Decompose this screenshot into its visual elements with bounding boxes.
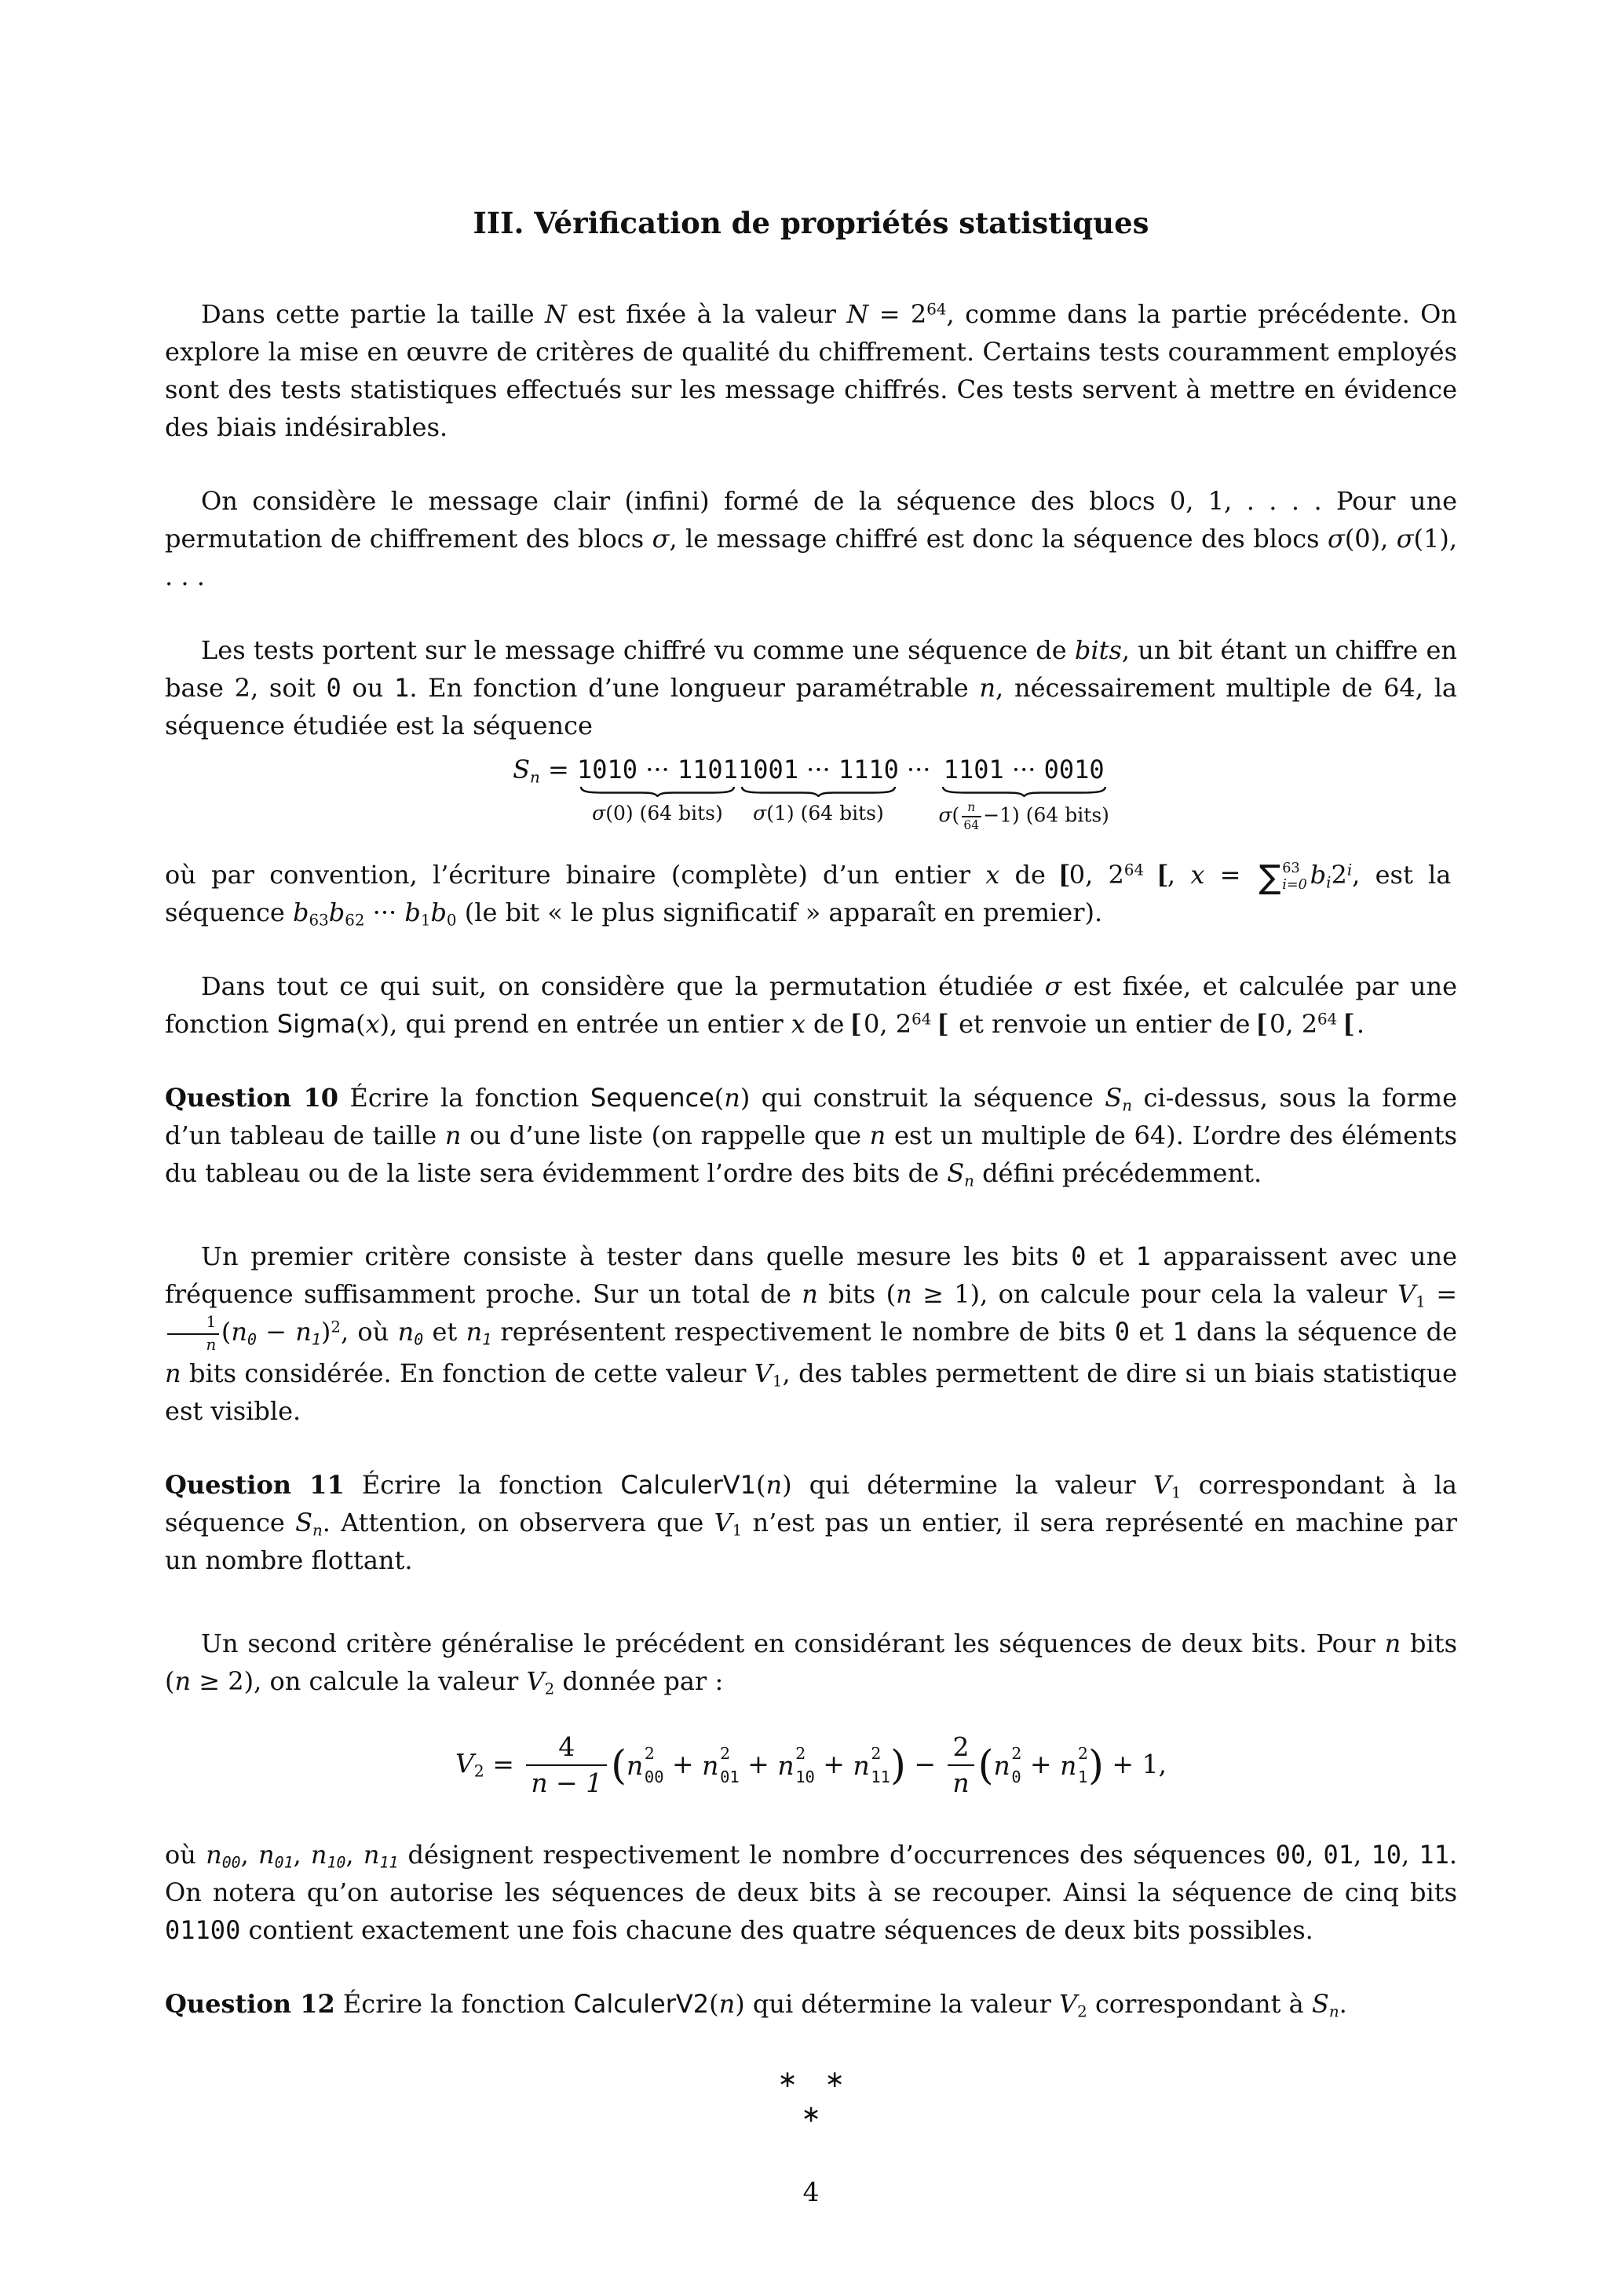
text-segment: 2$^i$	[1331, 860, 1353, 890]
text-segment: où par convention, l’écriture binaire (complète) d’un entier	[165, 860, 986, 890]
separator-row-bottom	[165, 2100, 1457, 2129]
text-segment: . En fonction d’une longueur paramétrable	[409, 673, 980, 703]
text-segment: qui détermine la valeur	[791, 1469, 1153, 1500]
text-segment: 62	[345, 911, 365, 930]
text-segment: Sn	[295, 1507, 323, 1540]
text-segment: 01	[720, 1768, 740, 1787]
text-segment: correspondant à la séquence	[165, 1469, 1458, 1537]
text-segment: Sn	[513, 755, 540, 787]
text-segment: 2	[952, 1731, 970, 1762]
text-segment: Les tests portent sur le message chiffré vu comme une séquence de	[201, 635, 1075, 665]
paragraph-convention-binaire	[165, 856, 1457, 931]
text-segment: 63	[1282, 860, 1300, 876]
question-12	[165, 1985, 1457, 2023]
text-segment: 2	[1077, 2002, 1087, 2021]
text-segment: x	[1190, 860, 1205, 890]
text-segment: n01	[258, 1840, 294, 1872]
text-segment: 1010	[576, 755, 638, 784]
text-segment	[994, 1746, 1022, 1785]
text-segment: 0	[1114, 1317, 1131, 1347]
paragraph-intro	[165, 295, 1457, 446]
question-11	[165, 1466, 1457, 1579]
text-segment	[645, 1746, 664, 1785]
text-segment: donnée par :	[554, 1665, 724, 1696]
text-segment: bi	[1310, 860, 1332, 892]
text-segment: et	[1130, 1317, 1173, 1347]
text-segment: et	[1086, 1241, 1136, 1272]
asterisk-icon: ∗	[777, 2066, 798, 2094]
text-segment: Sequence	[590, 1083, 714, 1113]
text-segment: (le bit « le plus significatif » apparaît en premier).	[456, 898, 1103, 928]
text-segment	[962, 801, 981, 832]
text-segment: n00	[206, 1840, 241, 1872]
text-segment: V1	[1397, 1279, 1426, 1311]
text-segment: n	[979, 673, 996, 703]
underbrace-group-sigma1	[738, 752, 899, 826]
text-segment: 0	[1071, 1241, 1087, 1272]
text-segment: , des tables permettent de dire si un biais statistique est visible.	[165, 1358, 1458, 1426]
text-segment: (	[756, 1469, 766, 1500]
paragraph-fonction-sigma	[165, 967, 1457, 1043]
text-segment: Dans cette partie la taille	[201, 299, 545, 329]
text-segment: n	[1384, 1628, 1401, 1658]
text-segment: 0010	[1043, 755, 1105, 784]
text-segment: 0, $2^{64}$	[1069, 860, 1145, 890]
text-segment: n	[964, 1172, 974, 1190]
text-segment: i=0	[1282, 876, 1307, 893]
text-segment: x	[791, 1009, 806, 1040]
text-segment: 0	[247, 1330, 257, 1349]
text-segment: contient exactement une fois chacune des quatre séquences de deux bits possibles.	[240, 1915, 1313, 1946]
text-segment: qui construit la séquence	[750, 1083, 1105, 1113]
text-segment: (	[221, 1317, 232, 1347]
text-segment: n	[312, 1521, 323, 1540]
text-segment: 10	[327, 1853, 346, 1872]
paragraph-message-clair	[165, 482, 1457, 595]
text-segment: dans la séquence de	[1187, 1317, 1458, 1347]
text-segment	[167, 1314, 219, 1354]
text-segment: CalculerV2	[573, 1989, 710, 2020]
equation-lhs	[513, 752, 577, 787]
text-segment: ···	[1003, 755, 1044, 784]
text-segment: 1	[1416, 1292, 1426, 1311]
text-segment: 2	[473, 1762, 484, 1782]
text-segment: ,	[1353, 1840, 1372, 1870]
text-segment: 1	[394, 673, 410, 703]
text-segment: (1), . . .	[165, 524, 1458, 591]
text-segment	[795, 1746, 815, 1785]
text-segment: ,	[293, 1840, 311, 1870]
text-segment: ,	[1306, 1840, 1324, 1870]
text-segment: =	[539, 755, 577, 784]
text-segment: 11	[379, 1853, 399, 1872]
text-segment: (0),	[1344, 524, 1397, 554]
text-segment: désignent respectivement le nombre d’occurrences des séquences	[398, 1840, 1276, 1870]
text-segment: σ	[1396, 524, 1414, 554]
text-segment	[948, 1764, 974, 1766]
underbrace-label	[938, 801, 1109, 832]
text-segment: )	[735, 1989, 745, 2020]
text-segment: 1101	[943, 755, 1004, 784]
text-segment	[1078, 1746, 1088, 1785]
text-segment: qui détermine la valeur	[744, 1989, 1060, 2020]
text-segment: 00	[1275, 1840, 1306, 1870]
text-segment	[1259, 857, 1307, 897]
text-segment: +	[1021, 1748, 1061, 1779]
text-segment: n − 1	[531, 1768, 603, 1799]
text-segment: n	[802, 1279, 818, 1310]
text-segment: CalculerV1	[620, 1469, 757, 1500]
text-segment: 2	[720, 1744, 731, 1764]
text-segment: de	[999, 860, 1061, 890]
text-segment: est fixée, et calculée par une fonction	[165, 971, 1458, 1040]
text-segment: ou d’une liste (on rappelle que	[461, 1121, 870, 1151]
text-segment: Sn	[947, 1158, 974, 1190]
text-segment: apparaissent avec une fréquence suffisamment proche. Sur un total de	[165, 1241, 1458, 1310]
text-segment: σ	[1044, 971, 1062, 1002]
bits-block	[738, 752, 899, 787]
underbrace-icon	[740, 787, 897, 797]
text-segment: =	[1425, 1279, 1458, 1310]
text-segment: .	[1339, 1989, 1347, 2020]
text-segment	[777, 1746, 815, 1785]
text-segment: 10	[1371, 1840, 1401, 1870]
text-segment: )	[1087, 1742, 1104, 1789]
text-segment: b0	[430, 898, 457, 930]
text-segment: et renvoie un entier de	[950, 1009, 1259, 1040]
text-segment: et	[423, 1317, 466, 1347]
text-segment: σ	[1327, 524, 1345, 554]
text-segment: b62	[328, 898, 365, 930]
text-segment: σ	[753, 802, 767, 824]
text-segment: n	[206, 1336, 217, 1355]
text-segment: n	[1328, 2002, 1339, 2021]
paragraph-tests-bits	[165, 631, 1457, 744]
text-segment: bits (	[165, 1628, 1458, 1696]
text-segment: Sn	[1311, 1989, 1339, 2021]
text-segment: n	[627, 1749, 644, 1781]
text-segment: σ	[592, 802, 606, 824]
text-segment: ou	[341, 673, 395, 703]
text-segment: 0	[1011, 1768, 1021, 1787]
text-segment: σ	[652, 524, 670, 554]
text-segment: n	[869, 1121, 886, 1151]
question-10	[165, 1079, 1457, 1192]
text-segment: −1) (64 bits)	[983, 803, 1109, 827]
text-segment	[962, 816, 981, 817]
text-segment: bits (	[817, 1279, 897, 1310]
text-segment: = $2^{64}$	[868, 299, 947, 329]
text-segment: Écrire la fonction	[338, 1083, 590, 1113]
equation-sequence-sn	[165, 752, 1457, 832]
text-segment: n1	[295, 1317, 321, 1349]
text-segment	[627, 1746, 664, 1785]
text-segment: n’est pas un entier, il sera représenté en machine par un nombre flottant.	[165, 1507, 1458, 1575]
text-segment: n	[896, 1279, 912, 1310]
text-segment: ···	[637, 755, 678, 784]
text-segment: 2	[1077, 1744, 1088, 1764]
paragraph-second-critere	[165, 1625, 1457, 1700]
text-segment: Sn	[1105, 1083, 1132, 1115]
text-segment	[948, 1733, 974, 1799]
text-segment: ≥ 2), on calcule la valeur	[191, 1665, 527, 1696]
text-segment: 1	[420, 911, 431, 930]
text-segment: 00	[644, 1768, 664, 1787]
text-segment: 00	[221, 1853, 241, 1872]
text-segment: .	[1356, 1009, 1365, 1040]
text-segment: 4	[558, 1731, 575, 1762]
text-segment: correspondant à	[1087, 1989, 1312, 2020]
text-segment: ≥ 1), on calcule pour cela la valeur	[911, 1279, 1398, 1310]
text-segment	[167, 1333, 219, 1335]
text-segment: n	[718, 1989, 736, 2020]
text-segment: ∑	[1259, 857, 1281, 897]
text-segment	[526, 1764, 607, 1766]
text-segment: 2	[871, 1744, 882, 1764]
text-segment: n	[174, 1665, 192, 1696]
text-segment: 2	[795, 1744, 806, 1764]
text-segment: défini précédemment.	[974, 1158, 1262, 1189]
text-segment: V1	[1153, 1469, 1182, 1502]
text-segment: ci-dessus, sous la forme d’un tableau de taille	[165, 1083, 1458, 1151]
text-segment: +	[814, 1748, 853, 1779]
text-segment: 63	[309, 911, 329, 930]
text-segment: . Attention, on observera que	[322, 1507, 714, 1537]
text-segment: représentent respectivement le nombre de bits	[491, 1317, 1115, 1347]
text-segment: Dans tout ce qui suit, on considère que la permutation étudiée	[201, 971, 1045, 1002]
equation-v2	[165, 1722, 1457, 1810]
text-segment: 0	[414, 1330, 424, 1349]
text-segment: , est la séquence	[165, 860, 1452, 928]
text-segment: , nécessairement multiple de 64, la séquence étudiée est la séquence	[165, 673, 1457, 740]
text-segment: 64	[911, 1011, 932, 1029]
text-segment: n	[530, 768, 540, 787]
asterisk-icon: ∗	[801, 2100, 821, 2129]
text-segment: i	[1346, 861, 1353, 880]
text-segment: V1	[714, 1507, 743, 1540]
text-segment: 1	[311, 1330, 321, 1349]
text-segment: 64	[926, 300, 947, 319]
text-segment: Question 11	[165, 1469, 345, 1500]
underbrace-icon	[941, 787, 1107, 797]
text-segment: i	[1326, 873, 1332, 892]
text-segment: où	[165, 1840, 206, 1870]
document-page	[165, 0, 1457, 2207]
text-segment: 11	[1419, 1840, 1449, 1870]
text-segment: n0	[397, 1317, 424, 1349]
text-segment: n	[1060, 1749, 1077, 1781]
text-segment: (	[356, 1009, 366, 1040]
underbrace-label	[753, 801, 884, 826]
text-segment: )	[379, 1009, 390, 1040]
text-segment	[853, 1746, 890, 1785]
text-segment: n	[993, 1749, 1010, 1781]
text-segment: Écrire la fonction	[344, 1469, 621, 1500]
text-segment: n0	[231, 1317, 257, 1349]
text-segment: Question 12	[165, 1989, 335, 2020]
text-segment: 10	[795, 1768, 815, 1787]
equation-middle-dots: ···	[906, 755, 931, 784]
text-segment: 1101	[677, 755, 738, 784]
text-segment: +	[663, 1748, 703, 1779]
text-segment: x	[365, 1009, 380, 1040]
page-number: 4	[802, 2177, 820, 2208]
asterisk-separator	[165, 2066, 1457, 2129]
text-segment: 1	[206, 1313, 217, 1332]
text-segment: σ	[938, 803, 952, 827]
text-segment: 11	[871, 1768, 890, 1787]
underbrace-label	[592, 801, 723, 826]
text-segment: 2	[644, 1744, 655, 1764]
section-title: III. Vérification de propriétés statistiques	[473, 206, 1149, 240]
text-segment: )	[782, 1469, 792, 1500]
text-segment: , où	[340, 1317, 398, 1347]
text-segment: n	[765, 1469, 783, 1500]
text-segment	[526, 1733, 607, 1799]
text-segment: Sigma	[276, 1009, 356, 1040]
text-segment: 1	[1172, 1317, 1188, 1347]
text-segment: V2	[1059, 1989, 1087, 2021]
text-segment: 0	[326, 673, 342, 703]
text-segment	[1060, 1746, 1088, 1785]
text-segment: n	[444, 1121, 462, 1151]
text-segment: (	[952, 803, 960, 827]
separator-row-top	[165, 2068, 1457, 2092]
text-segment: 0, $2^{64}$	[1269, 1009, 1338, 1040]
text-segment: V1	[754, 1358, 783, 1391]
text-segment: , comme dans la partie précédente. On explore la mise en œuvre de critères de qualité du chiffrement. Certains tests couramment employés sont des tests statistiques effectués sur les message chiffrés. Ces tests servent à mettre en évidence des biais indésirables.	[165, 299, 1458, 442]
text-segment: est un multiple de 64). L’ordre des éléments du tableau ou de la liste sera évidemment l’ordre des bits de	[165, 1121, 1458, 1189]
text-segment: n	[853, 1749, 870, 1781]
text-segment: n	[724, 1083, 740, 1113]
text-segment: N	[544, 299, 567, 329]
text-segment: Un premier critère consiste à tester dans quelle mesure les bits	[201, 1241, 1072, 1272]
text-segment: +	[739, 1748, 778, 1779]
text-segment	[1144, 860, 1159, 890]
text-segment: V2	[455, 1748, 484, 1782]
text-segment: + 1,	[1103, 1748, 1167, 1779]
text-segment: =	[484, 1748, 523, 1779]
text-segment: −	[905, 1748, 944, 1779]
text-segment: 2	[1011, 1744, 1022, 1764]
text-segment: =	[1204, 860, 1256, 890]
text-segment: 1	[1077, 1768, 1088, 1787]
text-segment: (0) (64 bits)	[605, 802, 723, 824]
text-segment: n	[165, 1358, 181, 1388]
text-segment: 1	[732, 1521, 743, 1540]
text-segment	[720, 1746, 740, 1785]
paragraph-occurrences	[165, 1836, 1457, 1949]
text-segment: 1	[1171, 1483, 1182, 1502]
underbrace-icon	[579, 787, 736, 797]
text-segment: 01	[274, 1853, 294, 1872]
text-segment: 01	[1323, 1840, 1354, 1870]
text-segment: )$^2$	[320, 1317, 341, 1347]
text-segment: 1	[1135, 1241, 1151, 1272]
text-segment: x	[985, 860, 1000, 890]
text-segment: n	[702, 1749, 719, 1781]
text-segment: 0, $2^{64}$	[864, 1009, 932, 1040]
text-segment: n	[1122, 1096, 1132, 1115]
text-segment: (	[977, 1742, 994, 1789]
text-segment: ,	[345, 1840, 363, 1870]
text-segment: On considère le message clair (infini) formé de la séquence des blocs 0, 1, . . . . Pour une permutation de chiffrement des blocs	[165, 486, 1457, 554]
text-segment: n	[967, 800, 976, 814]
text-segment: 2	[331, 1318, 341, 1337]
text-segment: b1	[404, 898, 431, 930]
text-segment: de	[805, 1009, 853, 1040]
text-segment: 1110	[838, 755, 899, 784]
text-segment: n11	[363, 1840, 399, 1872]
text-segment: ,	[240, 1840, 259, 1870]
text-segment: 0	[446, 911, 457, 930]
text-segment: (	[611, 1742, 627, 1789]
text-segment	[1011, 1746, 1021, 1785]
text-segment: n	[777, 1749, 795, 1781]
text-segment: ,	[1401, 1840, 1419, 1870]
underbrace-group-sigma-last	[938, 752, 1109, 832]
text-segment: 64	[1317, 1011, 1338, 1029]
text-segment: Question 10	[165, 1083, 339, 1113]
text-segment: b63	[293, 898, 329, 930]
text-segment: bits	[1074, 635, 1122, 665]
text-segment	[1337, 1009, 1345, 1039]
text-segment: )	[890, 1742, 906, 1789]
text-segment: , qui prend en entrée un entier	[389, 1009, 791, 1040]
text-segment	[931, 1009, 939, 1039]
text-segment: est fixée à la valeur	[566, 299, 847, 329]
text-segment: −	[256, 1317, 296, 1347]
text-segment: 64	[1123, 861, 1145, 880]
text-segment	[702, 1746, 740, 1785]
text-segment: n1	[466, 1317, 492, 1349]
text-segment: . On notera qu’on autorise les séquences de deux bits à se recouper. Ainsi la séquence de cinq bits	[165, 1840, 1458, 1908]
text-segment: )	[740, 1083, 751, 1113]
text-segment: bits considérée. En fonction de cette valeur	[181, 1358, 754, 1388]
text-segment: 1001	[737, 755, 798, 784]
asterisk-icon: ∗	[824, 2066, 845, 2094]
text-segment: V2	[526, 1665, 555, 1698]
paragraph-premier-critere	[165, 1238, 1457, 1429]
text-segment: 01100	[165, 1915, 241, 1946]
text-segment: 1	[482, 1330, 492, 1349]
bits-block	[577, 752, 738, 787]
text-segment	[871, 1746, 890, 1785]
text-segment: ···	[364, 898, 405, 928]
text-segment: (	[709, 1989, 719, 2020]
text-segment: n10	[310, 1840, 346, 1872]
text-segment: N	[846, 299, 869, 329]
text-segment: , un bit étant un chiffre en base 2, soit	[165, 635, 1458, 703]
text-segment: ,	[1167, 860, 1191, 890]
text-segment: n	[952, 1768, 970, 1799]
text-segment: , le message chiffré est donc la séquence des blocs	[669, 524, 1328, 554]
text-segment	[1282, 861, 1307, 894]
text-segment: (	[714, 1083, 725, 1113]
text-segment: (1) (64 bits)	[766, 802, 884, 824]
text-segment: Écrire la fonction	[334, 1989, 574, 2020]
text-segment: 64	[963, 818, 980, 833]
text-segment: ···	[798, 755, 838, 784]
underbrace-group-sigma0	[577, 752, 738, 826]
text-segment: 2	[544, 1680, 555, 1698]
text-segment: 1	[772, 1372, 783, 1391]
bits-block	[944, 752, 1105, 787]
text-segment: Un second critère généralise le précédent en considérant les séquences de deux bits. Pour	[201, 1628, 1385, 1658]
